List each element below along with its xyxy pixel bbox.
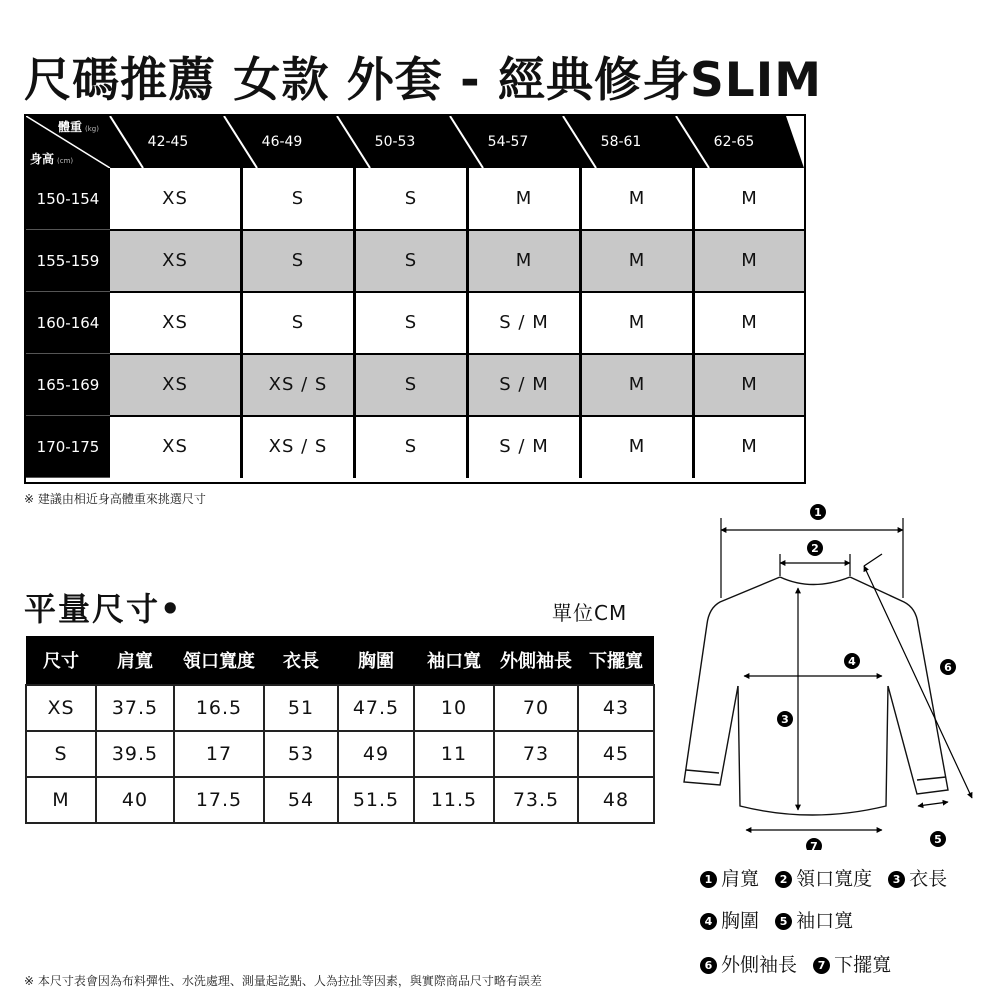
diagram-markers xyxy=(777,504,956,850)
weight-col-4: 54-57 xyxy=(487,134,529,150)
table-cell: S xyxy=(26,731,96,777)
size-cell: S xyxy=(240,230,353,292)
measure-lines xyxy=(721,518,972,830)
measure-header-row xyxy=(26,636,654,685)
table-cell: 47.5 xyxy=(338,685,414,731)
table-row xyxy=(26,685,654,731)
size-cell: S / M xyxy=(466,354,579,416)
height-cell: 170-175 xyxy=(26,416,110,478)
table-cell: 37.5 xyxy=(96,685,174,731)
size-cell: M xyxy=(692,292,804,354)
marker-3: 3 xyxy=(781,713,789,726)
size-cell: XS xyxy=(162,188,188,209)
table-cell: 40 xyxy=(96,777,174,823)
legend-item-5: 5 袖口寬 xyxy=(775,906,853,933)
legend-row-2 xyxy=(700,906,863,933)
table-cell: M xyxy=(26,777,96,823)
table-cell: 17 xyxy=(174,731,264,777)
size-cell: M xyxy=(692,354,804,416)
size-cell: S xyxy=(353,354,466,416)
col-neck: 領口寬度 xyxy=(174,636,264,685)
size-cell: M xyxy=(579,230,692,292)
size-cell: XS / S xyxy=(240,354,353,416)
size-chart-note: ※ 建議由相近身高體重來挑選尺寸 xyxy=(24,492,206,506)
jacket-measurement-diagram xyxy=(672,500,992,850)
size-cell: S / M xyxy=(466,292,579,354)
size-cell: M xyxy=(579,354,692,416)
measurement-table xyxy=(25,636,655,824)
table-cell: 45 xyxy=(578,731,654,777)
col-sleeve: 外側袖長 xyxy=(494,636,578,685)
table-cell: 11 xyxy=(414,731,494,777)
col-shoulder: 肩寬 xyxy=(96,636,174,685)
marker-4: 4 xyxy=(848,655,856,668)
marker-5: 5 xyxy=(934,833,942,846)
weight-col-5: 58-61 xyxy=(600,134,642,150)
size-cell: M xyxy=(466,168,579,230)
legend-row-1 xyxy=(700,864,957,891)
size-cell: S / M xyxy=(466,416,579,478)
size-cell: XS xyxy=(162,250,188,271)
weight-col-6: 62-65 xyxy=(713,134,755,150)
size-cell: S xyxy=(353,416,466,478)
table-cell: 43 xyxy=(578,685,654,731)
size-cell: M xyxy=(579,416,692,478)
table-cell: XS xyxy=(26,685,96,731)
table-cell: 70 xyxy=(494,685,578,731)
legend-item-7: 7 下擺寬 xyxy=(813,950,891,977)
height-cell: 150-154 xyxy=(26,168,110,230)
height-cell: 165-169 xyxy=(26,354,110,416)
table-cell: 16.5 xyxy=(174,685,264,731)
jacket-outline xyxy=(684,577,948,815)
size-cell: M xyxy=(466,230,579,292)
size-cell: S xyxy=(240,292,353,354)
col-cuff: 袖口寬 xyxy=(414,636,494,685)
marker-7: 7 xyxy=(810,840,818,850)
weight-axis-label: 體重 (kg) xyxy=(58,120,99,134)
table-cell: 48 xyxy=(578,777,654,823)
legend-item-6: 6 外側袖長 xyxy=(700,950,797,977)
marker-6: 6 xyxy=(944,661,952,674)
size-cell: XS xyxy=(162,312,188,333)
size-cell: M xyxy=(579,168,692,230)
size-cell: S xyxy=(240,168,353,230)
legend-item-1: 1 肩寬 xyxy=(700,864,759,891)
weight-col-2: 46-49 xyxy=(261,134,303,150)
legend-item-2: 2 領口寬度 xyxy=(775,864,872,891)
unit-label: 單位CM xyxy=(552,601,628,625)
height-cell: 160-164 xyxy=(26,292,110,354)
size-cell: XS xyxy=(162,374,188,395)
weight-col-1: 42-45 xyxy=(147,134,189,150)
size-chart-header xyxy=(26,116,804,168)
table-cell: 10 xyxy=(414,685,494,731)
height-axis-label: 身高 (cm) xyxy=(30,152,74,166)
legend-item-4: 4 胸圍 xyxy=(700,906,759,933)
col-hem: 下擺寬 xyxy=(578,636,654,685)
size-cell: S xyxy=(353,168,466,230)
table-cell: 17.5 xyxy=(174,777,264,823)
marker-1: 1 xyxy=(814,506,822,519)
table-cell: 11.5 xyxy=(414,777,494,823)
weight-col-3: 50-53 xyxy=(374,134,416,150)
marker-2: 2 xyxy=(811,542,819,555)
legend-item-3: 3 衣長 xyxy=(888,864,947,891)
col-size: 尺寸 xyxy=(26,636,96,685)
table-cell: 53 xyxy=(264,731,338,777)
col-chest: 胸圍 xyxy=(338,636,414,685)
size-cell: S xyxy=(353,230,466,292)
table-cell: 73.5 xyxy=(494,777,578,823)
size-cell: M xyxy=(692,230,804,292)
table-cell: 51.5 xyxy=(338,777,414,823)
size-cell: XS xyxy=(162,436,188,457)
table-cell: 39.5 xyxy=(96,731,174,777)
height-cell: 155-159 xyxy=(26,230,110,292)
measure-title: 平量尺寸• xyxy=(24,590,183,628)
table-row xyxy=(26,731,654,777)
table-cell: 51 xyxy=(264,685,338,731)
footnote: ※ 本尺寸表會因為布料彈性、水洗處理、測量起訖點、人為拉扯等因素，與實際商品尺寸略有誤差 xyxy=(24,974,542,988)
row-separators xyxy=(26,168,804,482)
col-length: 衣長 xyxy=(264,636,338,685)
table-cell: 49 xyxy=(338,731,414,777)
size-recommendation-chart xyxy=(24,114,806,484)
size-cell: M xyxy=(579,292,692,354)
size-cell: XS / S xyxy=(240,416,353,478)
table-row xyxy=(26,777,654,823)
size-cell: S xyxy=(353,292,466,354)
table-cell: 73 xyxy=(494,731,578,777)
size-cell: M xyxy=(692,168,804,230)
table-cell: 54 xyxy=(264,777,338,823)
size-cell: M xyxy=(692,416,804,478)
legend-row-3 xyxy=(700,950,901,977)
page-title: 尺碼推薦 女款 外套 - 經典修身SLIM xyxy=(24,53,823,108)
